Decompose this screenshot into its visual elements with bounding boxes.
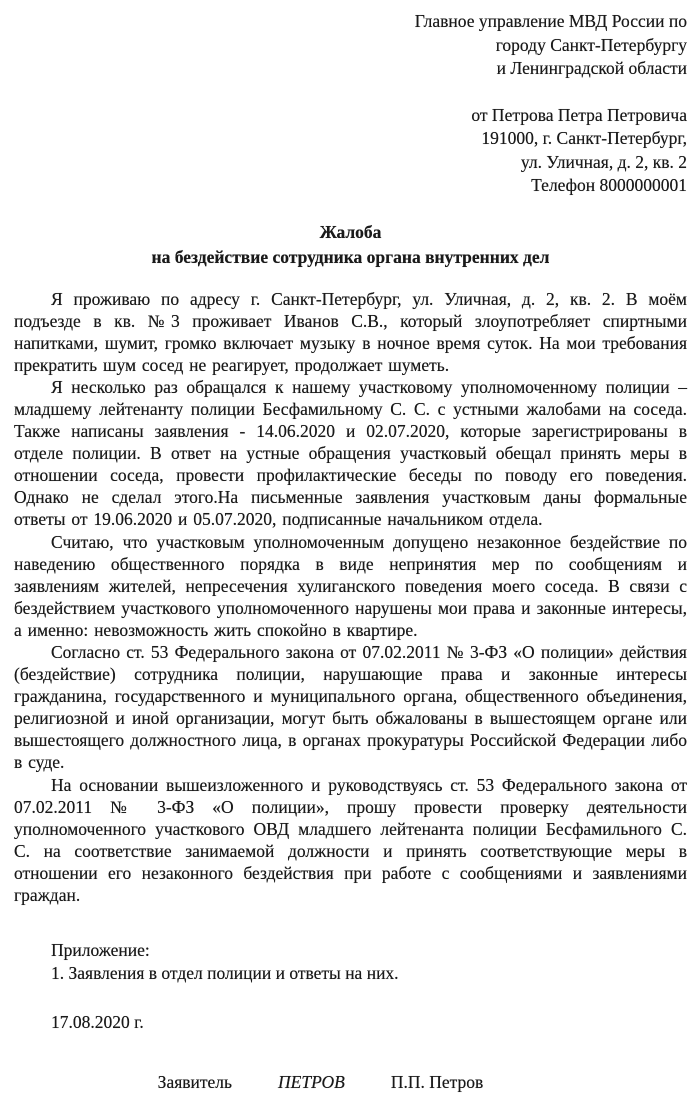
sender-line: ул. Уличная, д. 2, кв. 2: [520, 151, 687, 172]
sender-line: 191000, г. Санкт-Петербург,: [481, 128, 687, 148]
signature-role-label: Заявитель: [157, 1072, 233, 1093]
body-paragraph: Согласно ст. 53 Федерального закона от 07.02.2011 № 3-ФЗ «О полиции» действия (бездействие) сотрудника полиции, нарушающие права и законные интересы гражданина, государственного и муниципального органа, общественного объединения, религиозной и иной организации, могут быть обжалованы в вышестоящем органе или вышестоящего должностного лица, в органах прокуратуры Российской Федерации либо в суде.: [14, 642, 687, 773]
document-body: [14, 288, 687, 907]
recipient-line: городу Санкт-Петербургу: [495, 34, 687, 55]
body-paragraph: Я несколько раз обращался к нашему участковому уполномоченному полиции – младшему лейтенанту полиции Бесфамильному С. С. с устными жалобами на соседа. Также написаны заявления - 14.06.2020 и 02.07.2020, которые зарегистрированы в отделе полиции. В ответ на устные обращения участковый обещал принять меры в отношении соседа, провести профилактические беседы по поводу его поведения. Однако не сделал этого.На письменные заявления участковым даны формальные ответы от 19.06.2020 и 05.07.2020, подписанные начальником отдела.: [14, 376, 687, 530]
sender-line: Телефон 8000000001: [531, 175, 687, 195]
signer-name: П.П. Петров: [390, 1072, 484, 1093]
recipient-line: Главное управление МВД России по: [414, 11, 687, 31]
body-paragraph: На основании вышеизложенного и руководствуясь ст. 53 Федерального закона от 07.02.2011 № 3-ФЗ «О полиции», прошу провести проверку деятельности уполномоченного участкового ОВД младшего лейтенанта полиции Бесфамильного С. С. на соответствие занимаемой должности и принять соответствующие меры в отношении его незаконного бездействия при работе с сообщениями и заявлениями граждан.: [14, 774, 687, 906]
document-title-block: [14, 220, 687, 270]
appendix-heading: Приложение:: [51, 940, 150, 961]
appendix-item: 1. Заявления в отдел полиции и ответы на них.: [51, 963, 399, 984]
sender-line: от Петрова Петра Петровича: [471, 104, 687, 125]
document-subtitle: на бездействие сотрудника органа внутренних дел: [151, 246, 550, 267]
signature-autograph: ПЕТРОВ: [278, 1072, 345, 1093]
document-date: 17.08.2020 г.: [51, 1012, 144, 1033]
sender-address-block: [14, 104, 687, 198]
recipient-line: и Ленинградской области: [496, 58, 687, 78]
document-title: Жалоба: [319, 221, 382, 242]
signature-row: [14, 1072, 687, 1093]
recipient-address-block: [14, 10, 687, 81]
appendix-block: [14, 939, 687, 985]
body-paragraph: Считаю, что участковым уполномоченным допущено незаконное бездействие по наведению общественного порядка в виде непринятия мер по сообщениям и заявлениям жителей, непресечения хулиганского поведения моего соседа. В связи с бездействием участкового уполномоченного нарушены мои права и законные интересы, а именно: невозможность жить спокойно в квартире.: [14, 531, 687, 640]
body-paragraph: Я проживаю по адресу г. Санкт-Петербург, ул. Уличная, д. 2, кв. 2. В моём подъезде в кв. №3 проживает Иванов С.В., который злоупотребляет спиртными напитками, шумит, громко включает музыку в ночное время суток. На мои требования прекратить шум сосед не реагирует, продолжает шуметь.: [14, 288, 687, 375]
